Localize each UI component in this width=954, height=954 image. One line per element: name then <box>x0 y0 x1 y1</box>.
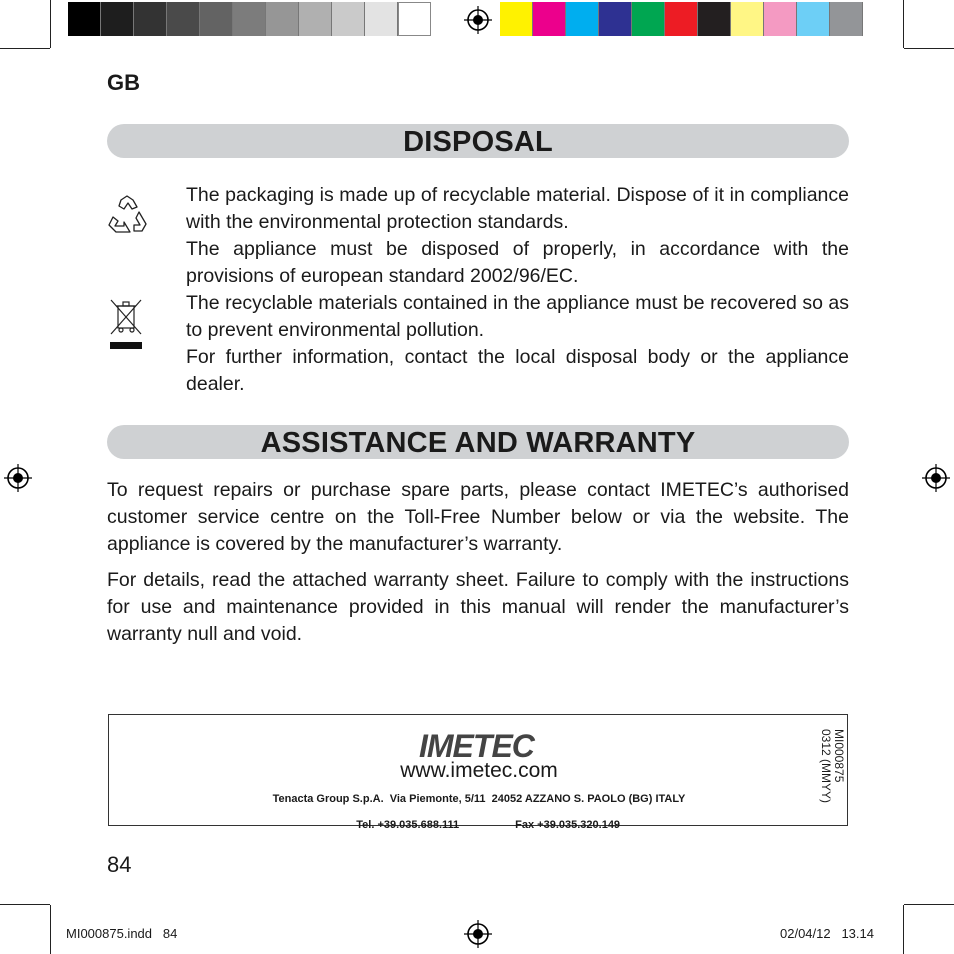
crop-mark <box>904 904 954 905</box>
page-number: 84 <box>107 852 132 877</box>
assistance-text <box>107 477 849 657</box>
disposal-paragraph: The appliance must be disposed of properly, in accordance with the provisions of european standard 2002/96/EC. <box>186 238 849 287</box>
disposal-paragraph: The recyclable materials contained in the appliance must be recovered so as to prevent environmental pollution. <box>186 292 849 341</box>
grayscale-color-bar <box>68 2 431 36</box>
registration-mark-icon <box>4 464 32 492</box>
crop-mark <box>903 0 904 48</box>
color-swatch <box>566 2 599 36</box>
color-swatch <box>731 2 764 36</box>
disposal-paragraph: For further information, contact the local disposal body or the appliance dealer. <box>186 346 849 395</box>
language-label: GB <box>107 70 140 95</box>
disposal-text <box>186 182 849 398</box>
color-swatch <box>698 2 731 36</box>
crop-mark <box>50 905 51 954</box>
slug-file: MI000875.indd 84 <box>66 926 178 941</box>
color-swatch <box>134 2 167 36</box>
color-swatch <box>233 2 266 36</box>
crop-mark <box>904 48 954 49</box>
recycle-icon <box>104 194 150 236</box>
manufacturer-info-box <box>108 714 848 831</box>
color-swatch <box>797 2 830 36</box>
color-swatch <box>764 2 797 36</box>
color-swatch <box>500 2 533 36</box>
assistance-paragraph: For details, read the attached warranty sheet. Failure to comply with the instructions for use and maintenance provided in this manual will render the manufacturer’s warranty null and void. <box>107 569 849 645</box>
color-swatch <box>68 2 101 36</box>
color-swatch <box>665 2 698 36</box>
color-swatch <box>398 2 431 36</box>
color-swatch <box>101 2 134 36</box>
color-swatch <box>365 2 398 36</box>
crossed-bin-icon <box>108 296 144 352</box>
code-line: 0312 (MMYY) <box>819 729 833 804</box>
crop-mark <box>903 905 904 954</box>
disposal-paragraph: The packaging is made up of recyclable material. Dispose of it in compliance with the environmental protection standards. <box>186 184 849 233</box>
fax-text: Fax +39.035.320.149 <box>515 819 621 831</box>
process-color-bar <box>500 2 863 36</box>
tel-text: Tel. +39.035.688.111 <box>356 819 460 831</box>
address-text <box>179 793 779 845</box>
registration-mark-icon <box>464 920 492 948</box>
color-swatch <box>167 2 200 36</box>
color-swatch <box>599 2 632 36</box>
slug-date: 02/04/12 13.14 <box>780 926 874 941</box>
code-line: MI000875 <box>832 729 846 783</box>
website-text: www.imetec.com <box>400 759 558 782</box>
document-code <box>819 729 845 803</box>
address-line: Tenacta Group S.p.A. Via Piemonte, 5/11 24052 AZZANO S. PAOLO (BG) ITALY <box>272 793 686 805</box>
color-swatch <box>632 2 665 36</box>
color-swatch <box>830 2 863 36</box>
color-swatch <box>266 2 299 36</box>
assistance-paragraph: To request repairs or purchase spare parts, please contact IMETEC’s authorised customer service centre on the Toll-Free Number below or via the website. The appliance is covered by the manufacturer’s warranty. <box>107 479 849 555</box>
registration-mark-icon <box>922 464 950 492</box>
disposal-heading: DISPOSAL <box>107 124 849 158</box>
color-swatch <box>533 2 566 36</box>
crop-mark <box>50 0 51 48</box>
color-swatch <box>332 2 365 36</box>
registration-mark-icon <box>464 6 492 34</box>
crop-mark <box>0 48 50 49</box>
color-swatch <box>200 2 233 36</box>
color-swatch <box>299 2 332 36</box>
contact-line <box>179 806 779 845</box>
imetec-logo <box>415 729 545 763</box>
svg-text:IMETEC: IMETEC <box>419 729 534 763</box>
crop-mark <box>0 904 50 905</box>
assistance-heading: ASSISTANCE AND WARRANTY <box>107 425 849 459</box>
